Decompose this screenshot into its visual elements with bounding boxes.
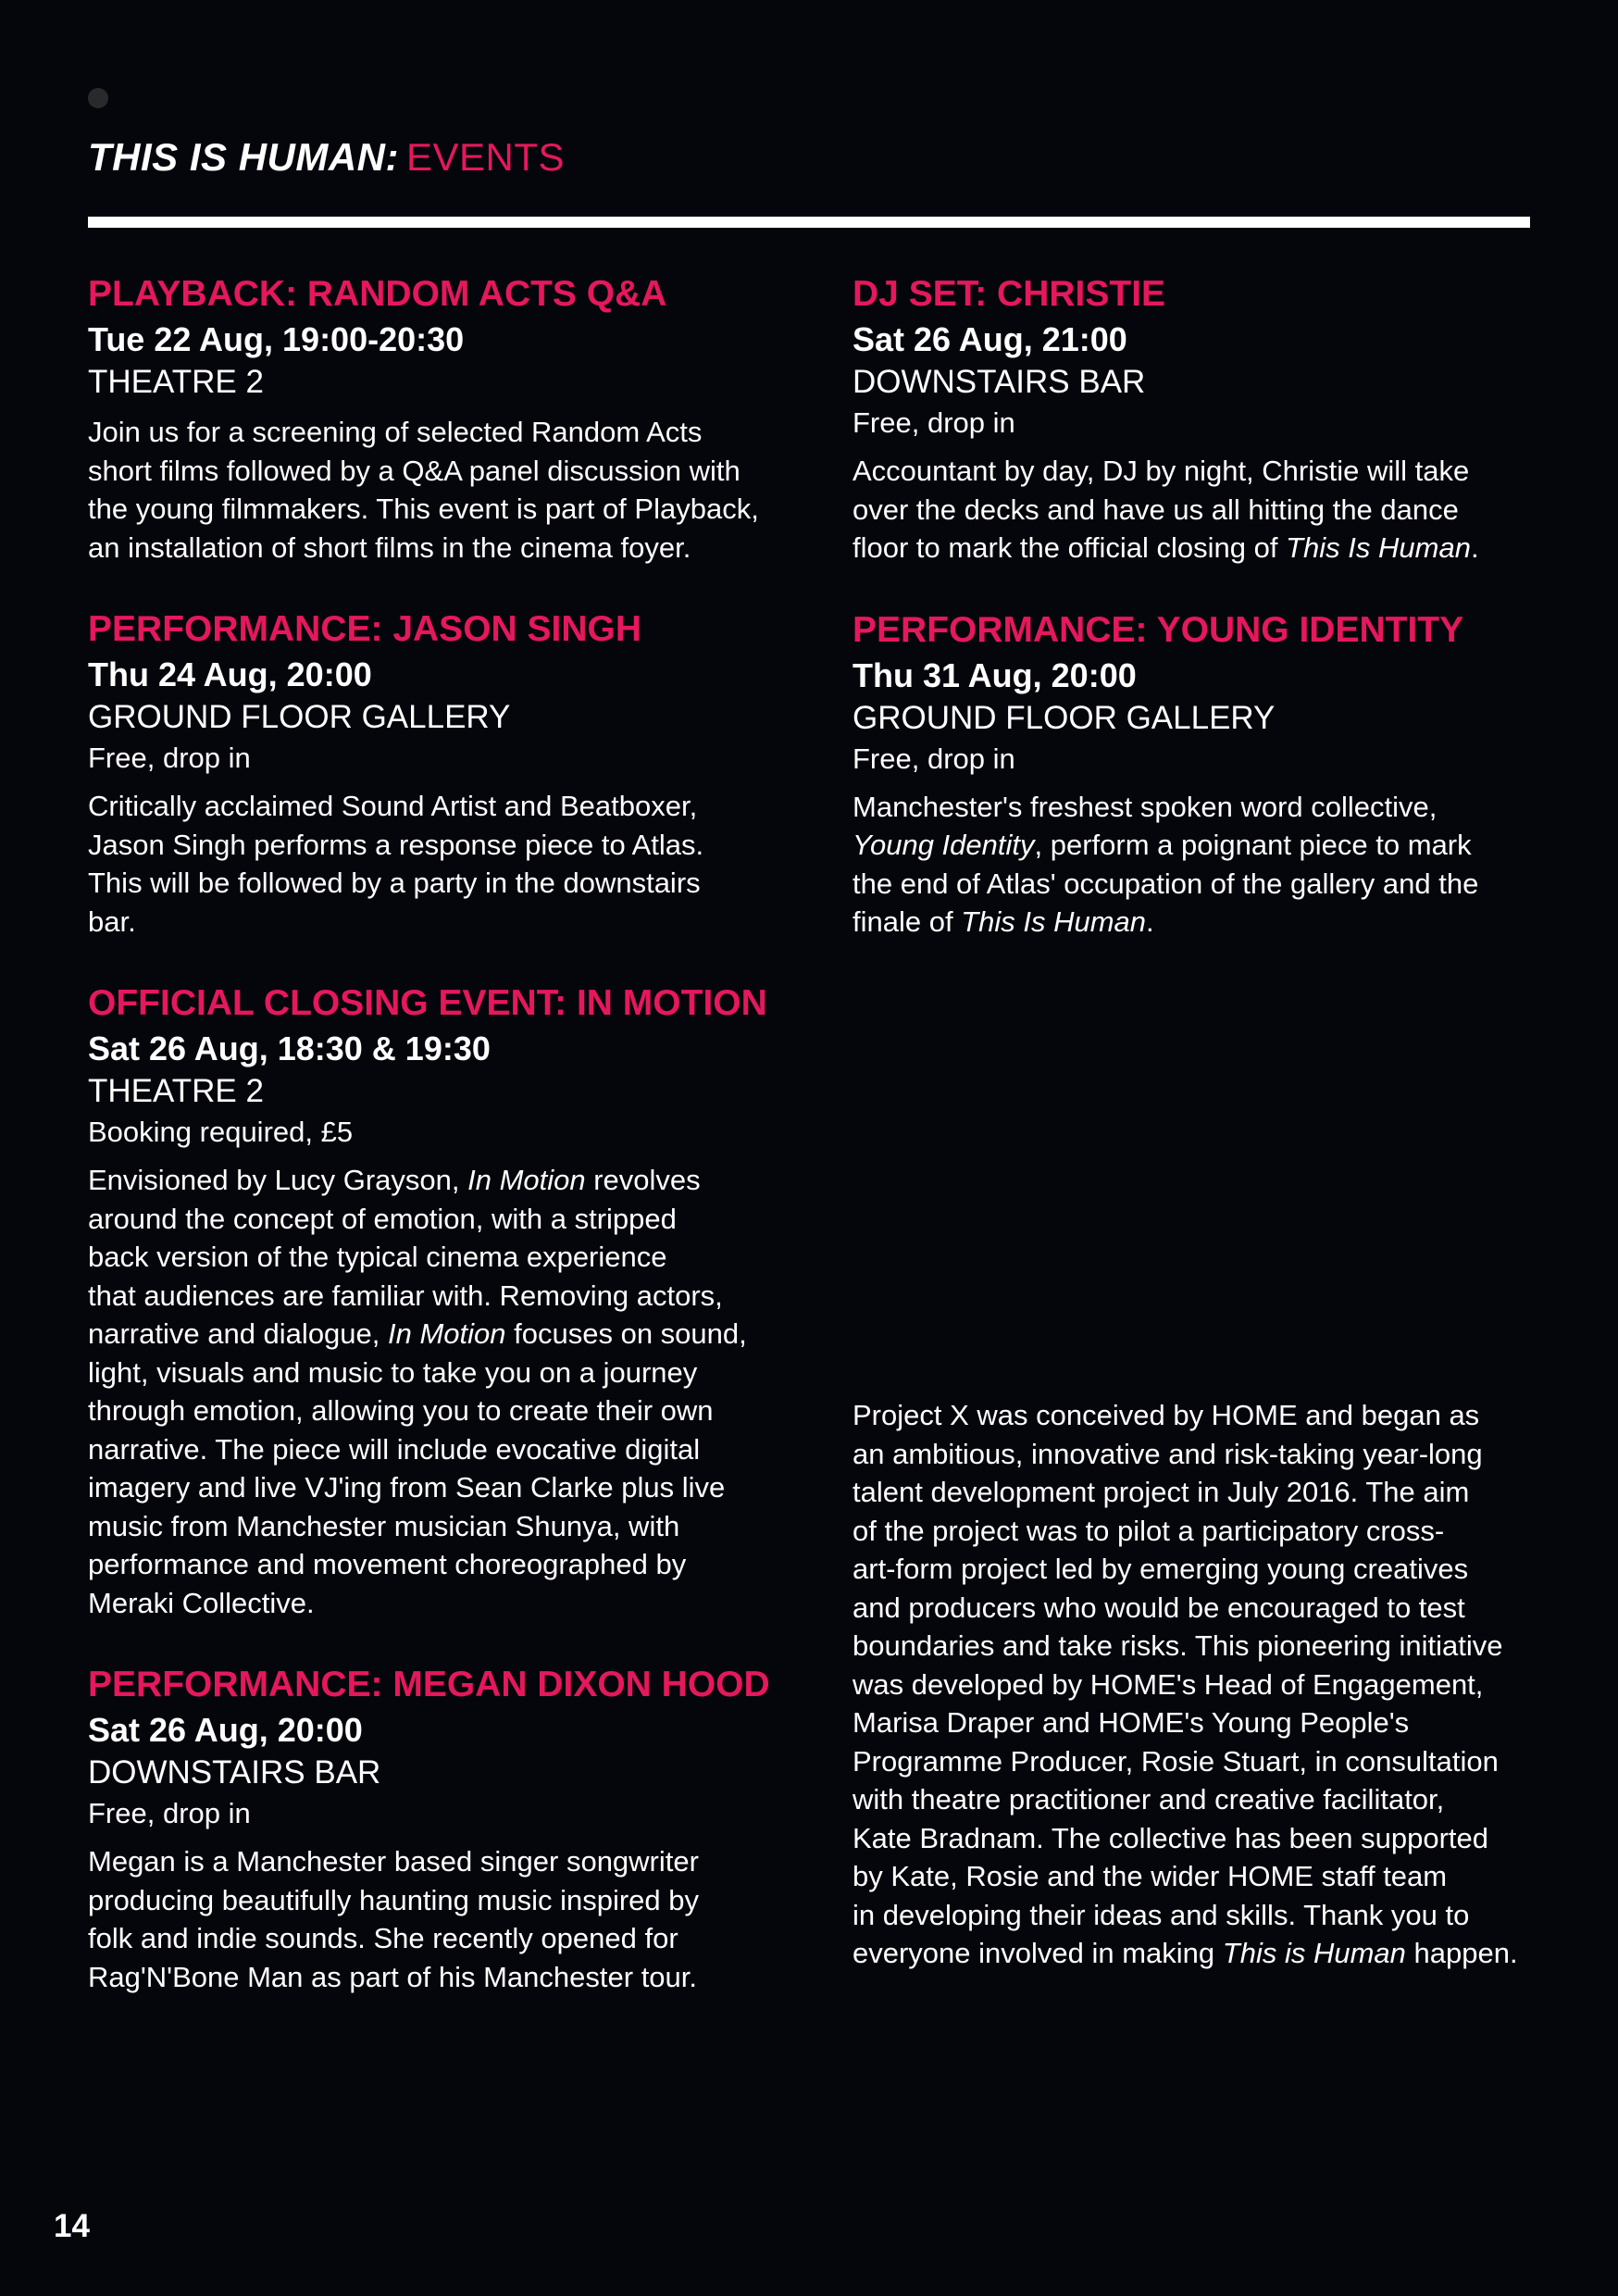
text-line: art-form project led by emerging young creatives: [853, 1553, 1469, 1585]
event-title: DJ SET: CHRISTIE: [853, 274, 1166, 314]
text-line: bar.: [88, 905, 136, 938]
text-line: in developing their ideas and skills. Thank you to: [853, 1898, 1470, 1931]
event-date: Sat 26 Aug, 21:00: [853, 320, 1127, 358]
event-title: PERFORMANCE: YOUNG IDENTITY: [853, 609, 1464, 650]
text-line: music from Manchester musician Shunya, with: [88, 1509, 680, 1542]
event-date: Thu 24 Aug, 20:00: [88, 655, 372, 693]
event-price: Booking required, £5: [88, 1116, 354, 1148]
text-line: Megan is a Manchester based singer songwriter: [88, 1845, 699, 1878]
page-title-main: THIS IS HUMAN:: [88, 135, 399, 179]
text-line: that audiences are familiar with. Removing actors,: [88, 1279, 723, 1312]
event-description: [88, 1161, 791, 1622]
text-line: Accountant by day, DJ by night, Christie will take: [853, 455, 1470, 487]
event-venue: DOWNSTAIRS BAR: [88, 1754, 381, 1791]
event-venue: GROUND FLOOR GALLERY: [853, 699, 1276, 736]
text-line: and producers who would be encouraged to test: [853, 1591, 1465, 1624]
event-dj-christie: [853, 270, 1556, 568]
page-number: 14: [54, 2208, 90, 2244]
text-line: Rag'N'Bone Man as part of his Manchester tour.: [88, 1960, 698, 1993]
text-line: narrative. The piece will include evocative digital: [88, 1432, 701, 1466]
event-description: [88, 787, 791, 941]
event-jason-singh: [88, 605, 791, 941]
text-line: with theatre practitioner and creative facilitator,: [853, 1783, 1445, 1816]
event-description: [88, 413, 791, 567]
event-price: Free, drop in: [853, 406, 1015, 439]
text-line: Young Identity, perform a poignant piece to mark: [853, 829, 1472, 861]
event-price: Free, drop in: [853, 742, 1015, 775]
event-title: PERFORMANCE: MEGAN DIXON HOOD: [88, 1665, 770, 1704]
text-line: light, visuals and music to take you on a journey: [88, 1355, 698, 1389]
event-title: PERFORMANCE: JASON SINGH: [88, 609, 642, 649]
event-title: OFFICIAL CLOSING EVENT: IN MOTION: [88, 983, 767, 1023]
text-line: Critically acclaimed Sound Artist and Beatboxer,: [88, 790, 698, 822]
event-price: Free, drop in: [88, 742, 251, 774]
text-line: floor to mark the official closing of This Is Human.: [853, 531, 1479, 564]
text-line: Manchester's freshest spoken word collective,: [853, 790, 1438, 823]
page-title-accent: EVENTS: [406, 135, 566, 179]
text-line: back version of the typical cinema experience: [88, 1241, 667, 1273]
text-line: Envisioned by Lucy Grayson, In Motion revolves: [88, 1164, 701, 1196]
text-line: imagery and live VJ'ing from Sean Clarke plus live: [88, 1471, 726, 1504]
event-playback: [88, 270, 791, 567]
event-young-identity: [853, 606, 1556, 942]
text-line: folk and indie sounds. She recently opened for: [88, 1922, 678, 1954]
event-venue: THEATRE 2: [88, 1073, 264, 1109]
text-line: Jason Singh performs a response piece to Atlas.: [88, 828, 704, 861]
text-line: an ambitious, innovative and risk-taking year-long: [853, 1437, 1483, 1470]
event-description: [853, 452, 1556, 568]
text-line: Meraki Collective.: [88, 1586, 315, 1619]
text-line: around the concept of emotion, with a stripped: [88, 1202, 677, 1235]
event-venue: DOWNSTAIRS BAR: [853, 364, 1146, 400]
text-line: everyone involved in making This is Human happen.: [853, 1937, 1518, 1969]
text-line: over the decks and have us all hitting the dance: [853, 493, 1459, 526]
event-date: Sat 26 Aug, 18:30 & 19:30: [88, 1029, 491, 1067]
event-title: PLAYBACK: RANDOM ACTS Q&A: [88, 274, 667, 314]
text-line: short films followed by a Q&A panel discussion with: [88, 454, 741, 487]
event-description: [853, 788, 1556, 942]
events-column-left: [88, 270, 791, 2035]
text-line: producing beautifully haunting music inspired by: [88, 1883, 700, 1916]
text-line: the young filmmakers. This event is part of Playback,: [88, 493, 759, 525]
event-megan-dixon-hood: [88, 1661, 791, 1996]
text-line: Marisa Draper and HOME's Young People's: [853, 1706, 1410, 1739]
text-line: Programme Producer, Rosie Stuart, in consultation: [853, 1744, 1499, 1778]
text-line: was developed by HOME's Head of Engagement,: [853, 1667, 1484, 1701]
text-line: This will be followed by a party in the downstairs: [88, 867, 701, 899]
decorative-dot: [88, 88, 108, 108]
project-x-paragraph: [853, 1396, 1537, 1973]
event-venue: GROUND FLOOR GALLERY: [88, 699, 511, 735]
text-line: talent development project in July 2016. The aim: [853, 1476, 1470, 1508]
event-description: [88, 1842, 791, 1996]
text-line: Kate Bradnam. The collective has been supported: [853, 1821, 1489, 1854]
event-in-motion: [88, 980, 791, 1622]
text-line: finale of This Is Human.: [853, 905, 1154, 938]
text-line: Join us for a screening of selected Random Acts: [88, 416, 703, 448]
text-line: by Kate, Rosie and the wider HOME staff team: [853, 1860, 1448, 1892]
event-date: Thu 31 Aug, 20:00: [853, 655, 1137, 694]
text-line: Project X was conceived by HOME and began as: [853, 1399, 1480, 1431]
text-line: an installation of short films in the cinema foyer.: [88, 530, 691, 564]
events-column-right: [853, 270, 1556, 980]
text-line: through emotion, allowing you to create their own: [88, 1394, 714, 1427]
text-line: the end of Atlas' occupation of the gallery and the: [853, 867, 1479, 900]
page-title: [88, 135, 565, 180]
event-venue: THEATRE 2: [88, 364, 264, 400]
text-line: narrative and dialogue, In Motion focuses on sound,: [88, 1317, 747, 1350]
header-divider: [88, 217, 1530, 228]
text-line: performance and movement choreographed by: [88, 1548, 687, 1580]
event-price: Free, drop in: [88, 1797, 251, 1829]
event-date: Sat 26 Aug, 20:00: [88, 1711, 363, 1749]
event-date: Tue 22 Aug, 19:00-20:30: [88, 320, 465, 358]
text-line: of the project was to pilot a participatory cross-: [853, 1514, 1445, 1547]
text-line: boundaries and take risks. This pioneering initiative: [853, 1629, 1503, 1662]
